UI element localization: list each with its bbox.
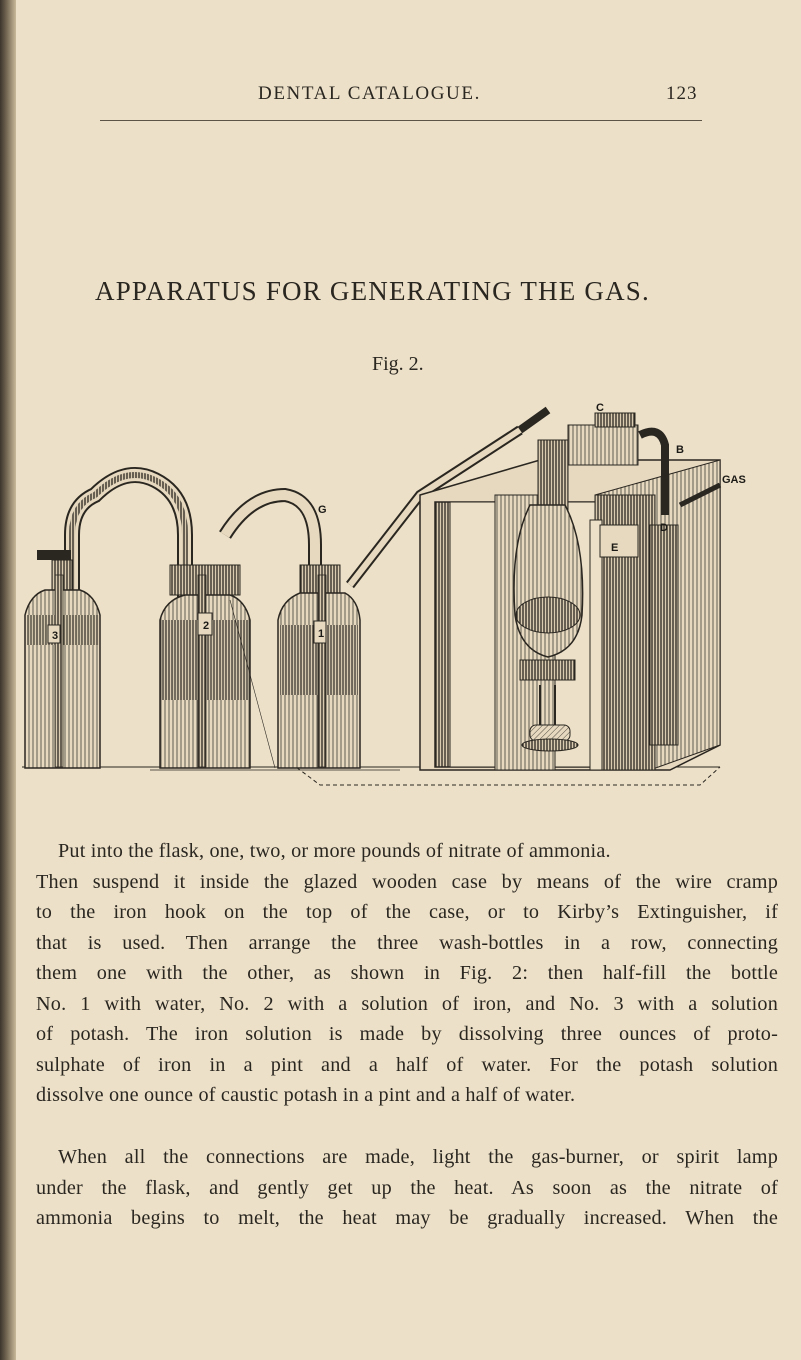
label-e: E: [611, 542, 619, 554]
label-d: D: [660, 522, 668, 534]
paragraph-1: [36, 836, 778, 1111]
label-c: C: [596, 402, 604, 414]
label-g: G: [318, 504, 327, 516]
page-number: 123: [666, 83, 698, 104]
text-line: Put into the flask, one, two, or more pounds of nitrate of ammonia.: [58, 840, 611, 862]
apparatus-illustration: [0, 385, 801, 805]
label-bottle-1: 1: [318, 628, 325, 640]
label-bottle-3: 3: [52, 630, 59, 642]
wash-bottle-3: [25, 550, 100, 768]
label-gas: GAS: [722, 474, 746, 486]
text-line: that is used. Then arrange the three wash-bottles in a row, connecting: [36, 931, 778, 954]
text-line: under the flask, and gently get up the heat. As soon as the nitrate of: [36, 1176, 778, 1199]
text-line: ammonia begins to melt, the heat may be gradually increased. When the: [36, 1207, 778, 1229]
wash-bottle-2: [160, 565, 275, 768]
running-title: DENTAL CATALOGUE.: [258, 83, 481, 104]
text-line: of potash. The iron solution is made by dissolving three ounces of proto-: [36, 1023, 778, 1045]
figure-caption: Fig. 2.: [372, 353, 424, 375]
text-line: When all the connections are made, light the gas-burner, or spirit lamp: [58, 1146, 778, 1168]
label-b: B: [676, 444, 684, 456]
text-line: Then suspend it inside the glazed wooden case by means of the wire cramp: [36, 870, 778, 893]
text-line: No. 1 with water, No. 2 with a solution of iron, and No. 3 with a solution: [36, 992, 778, 1015]
text-line: sulphate of iron in a pint and a half of water. For the potash solution: [36, 1053, 778, 1076]
label-bottle-2: 2: [203, 620, 210, 632]
section-title: APPARATUS FOR GENERATING THE GAS.: [95, 276, 650, 306]
wash-bottle-1: [278, 565, 360, 768]
text-line: them one with the other, as shown in Fig. 2: then half-fill the bottle: [36, 962, 778, 984]
text-line: to the iron hook on the top of the case, or to Kirby’s Extinguisher, if: [36, 901, 778, 923]
paragraph-2: [36, 1142, 778, 1234]
text-line: dissolve one ounce of caustic potash in a pint and a half of water.: [36, 1084, 576, 1106]
header-rule: [100, 120, 702, 121]
